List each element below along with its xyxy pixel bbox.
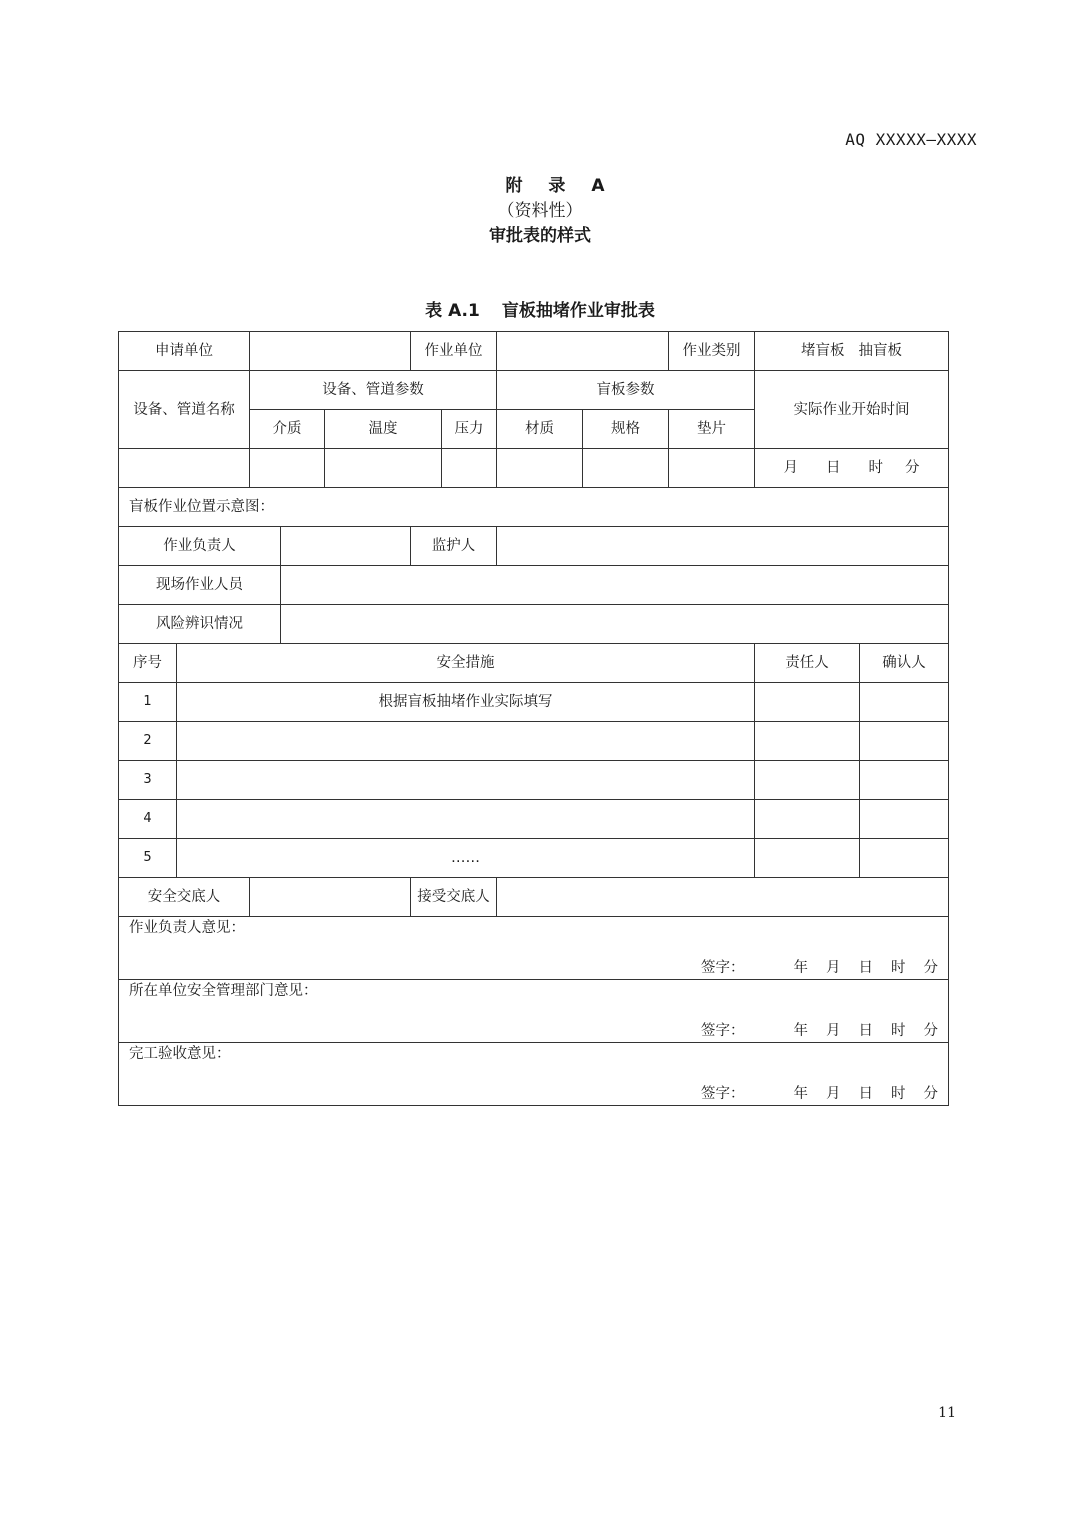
measure-no: 3 xyxy=(119,761,177,800)
time-hour: 时 xyxy=(868,460,884,476)
param-material: 材质 xyxy=(497,410,583,449)
plug-option[interactable]: 堵盲板 xyxy=(801,343,845,359)
guardian-value[interactable] xyxy=(497,527,949,566)
equipment-params-label: 设备、管道参数 xyxy=(250,371,497,410)
measure-text[interactable]: …… xyxy=(177,839,755,878)
table-row xyxy=(119,839,949,878)
measure-no: 2 xyxy=(119,722,177,761)
leader-value[interactable] xyxy=(281,527,411,566)
measure-text[interactable] xyxy=(177,722,755,761)
form-row-risk xyxy=(119,605,949,644)
opinion-label: 所在单位安全管理部门意见： xyxy=(129,983,318,999)
spec-value[interactable] xyxy=(583,449,669,488)
table-row xyxy=(119,761,949,800)
apply-unit-label: 申请单位 xyxy=(119,332,250,371)
form-row-opinion-completion xyxy=(119,1043,949,1106)
pressure-value[interactable] xyxy=(442,449,497,488)
measure-no: 4 xyxy=(119,800,177,839)
blind-params-label: 盲板参数 xyxy=(497,371,755,410)
measure-responsible[interactable] xyxy=(755,839,860,878)
param-pressure: 压力 xyxy=(442,410,497,449)
work-type-label: 作业类别 xyxy=(669,332,755,371)
appendix-label: 附 录 A xyxy=(505,176,615,196)
table-row xyxy=(119,800,949,839)
form-row-diagram xyxy=(119,488,949,527)
measure-confirmer[interactable] xyxy=(860,761,949,800)
equipment-name-value[interactable] xyxy=(119,449,250,488)
table-title xyxy=(0,296,1080,321)
table-row xyxy=(119,722,949,761)
guardian-label: 监护人 xyxy=(411,527,497,566)
pull-option[interactable]: 抽盲板 xyxy=(858,343,903,359)
temperature-value[interactable] xyxy=(325,449,442,488)
measure-no: 5 xyxy=(119,839,177,878)
receiver-value[interactable] xyxy=(497,878,949,917)
table-name: 盲板抽堵作业审批表 xyxy=(501,301,655,321)
workers-value[interactable] xyxy=(281,566,949,605)
standard-code: AQ XXXXX—XXXX xyxy=(845,130,977,149)
material-value[interactable] xyxy=(497,449,583,488)
appendix-nature: （资料性） xyxy=(497,201,583,221)
form-row-unit xyxy=(119,332,949,371)
table-number: 表 A.1 xyxy=(425,301,480,321)
work-unit-label: 作业单位 xyxy=(411,332,497,371)
risk-label: 风险辨识情况 xyxy=(119,605,281,644)
measure-confirmer[interactable] xyxy=(860,839,949,878)
measure-confirmer[interactable] xyxy=(860,683,949,722)
risk-value[interactable] xyxy=(281,605,949,644)
gasket-value[interactable] xyxy=(669,449,755,488)
handover-label: 安全交底人 xyxy=(119,878,250,917)
sign-label: 签字： xyxy=(701,1086,745,1102)
param-gasket: 垫片 xyxy=(669,410,755,449)
measure-responsible[interactable] xyxy=(755,761,860,800)
seq-header: 序号 xyxy=(119,644,177,683)
start-time-value[interactable] xyxy=(755,449,949,488)
measure-responsible[interactable] xyxy=(755,722,860,761)
opinion-safety-dept[interactable] xyxy=(119,980,949,1043)
handover-value[interactable] xyxy=(250,878,411,917)
opinion-label: 完工验收意见： xyxy=(129,1046,231,1062)
param-spec: 规格 xyxy=(583,410,669,449)
sign-label: 签字： xyxy=(701,960,745,976)
form-row-opinion-leader xyxy=(119,917,949,980)
measure-confirmer[interactable] xyxy=(860,800,949,839)
form-row-leader xyxy=(119,527,949,566)
sign-date: 年 月 日 时 分 xyxy=(793,1086,939,1102)
diagram-label[interactable]: 盲板作业位置示意图： xyxy=(119,488,949,527)
measures-header: 安全措施 xyxy=(177,644,755,683)
appendix-titles xyxy=(0,174,1080,249)
medium-value[interactable] xyxy=(250,449,325,488)
work-unit-value[interactable] xyxy=(497,332,669,371)
start-time-label: 实际作业开始时间 xyxy=(755,371,949,449)
sign-label: 签字： xyxy=(701,1023,745,1039)
receiver-label: 接受交底人 xyxy=(411,878,497,917)
param-temperature: 温度 xyxy=(325,410,442,449)
form-row-workers xyxy=(119,566,949,605)
work-type-options[interactable] xyxy=(755,332,949,371)
equipment-name-label: 设备、管道名称 xyxy=(119,371,250,449)
time-minute: 分 xyxy=(905,460,920,476)
page-number: 11 xyxy=(938,1405,956,1421)
form-row-opinion-safety xyxy=(119,980,949,1043)
confirmer-header: 确认人 xyxy=(860,644,949,683)
opinion-leader[interactable] xyxy=(119,917,949,980)
sign-date: 年 月 日 时 分 xyxy=(793,1023,939,1039)
param-medium: 介质 xyxy=(250,410,325,449)
sign-date: 年 月 日 时 分 xyxy=(793,960,939,976)
apply-unit-value[interactable] xyxy=(250,332,411,371)
measure-text[interactable]: 根据盲板抽堵作业实际填写 xyxy=(177,683,755,722)
leader-label: 作业负责人 xyxy=(119,527,281,566)
appendix-title: 审批表的样式 xyxy=(489,226,591,246)
form-row-handover xyxy=(119,878,949,917)
form-row-measures-header xyxy=(119,644,949,683)
workers-label: 现场作业人员 xyxy=(119,566,281,605)
opinion-label: 作业负责人意见： xyxy=(129,920,245,936)
opinion-completion[interactable] xyxy=(119,1043,949,1106)
form-row-params-header xyxy=(119,371,949,410)
time-day: 日 xyxy=(826,460,841,476)
measure-responsible[interactable] xyxy=(755,800,860,839)
measure-confirmer[interactable] xyxy=(860,722,949,761)
approval-form-table xyxy=(118,331,949,1106)
measure-text[interactable] xyxy=(177,800,755,839)
time-month: 月 xyxy=(783,460,799,476)
measure-no: 1 xyxy=(119,683,177,722)
measure-text[interactable] xyxy=(177,761,755,800)
table-row xyxy=(119,683,949,722)
form-row-param-values xyxy=(119,449,949,488)
responsible-header: 责任人 xyxy=(755,644,860,683)
measure-responsible[interactable] xyxy=(755,683,860,722)
